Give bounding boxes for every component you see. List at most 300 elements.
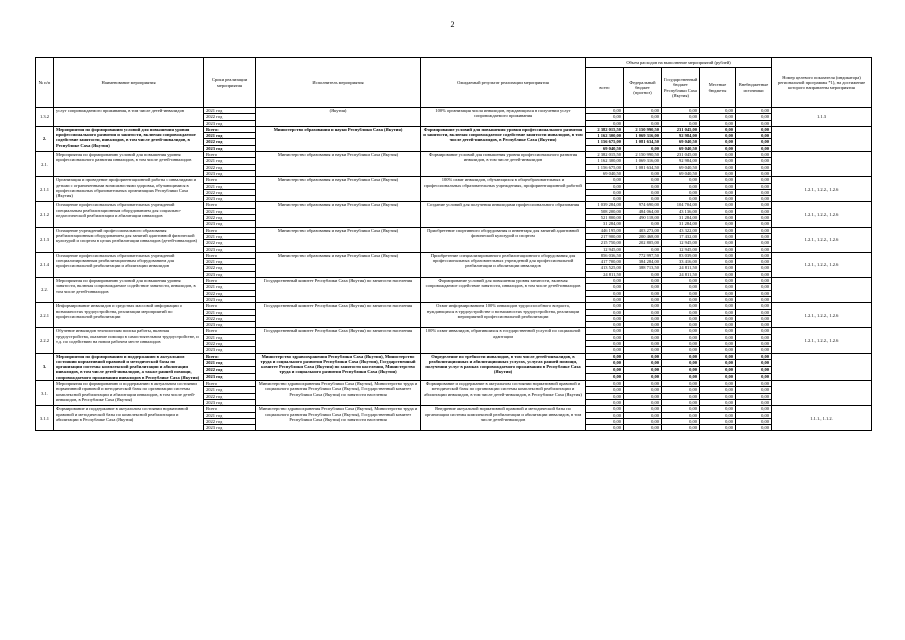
amount-cell: 24 811,50 <box>586 271 624 277</box>
amount-cell: 0,00 <box>624 425 662 431</box>
period-cell: 2023 год <box>204 120 256 126</box>
amount-cell: 0,00 <box>586 334 624 340</box>
amount-cell: 217 900,00 <box>586 233 624 239</box>
amount-cell: 31 284,00 <box>662 221 700 227</box>
amount-cell: 0,00 <box>624 399 662 405</box>
amount-cell: 12 945,00 <box>662 246 700 252</box>
amount-cell: 0,00 <box>662 393 700 399</box>
amount-cell: 0,00 <box>736 418 772 424</box>
result-cell: 100% охват инвалидов, обучающихся в общеобразовательных и профессиональных образовательных учреждениях, профориентационной работой <box>421 177 586 202</box>
amount-cell: 0,00 <box>624 353 662 360</box>
header-indicator: Номер целевого показателя (индикатора) региональной программы *1), на достижение которого направлены мероприятия <box>772 58 872 108</box>
amount-cell: 388 713,50 <box>624 265 662 271</box>
amount-cell: 0,00 <box>700 246 736 252</box>
amount-cell: 0,00 <box>736 425 772 431</box>
amount-cell: 1 162 300,00 <box>586 133 624 139</box>
amount-cell: 0,00 <box>624 145 662 151</box>
measure-name: Оснащение учреждений профессионального образования реабилитационным оборудованием для занятий адаптивной физической культурой и спортом в целях реабилитации инвалидов (детей-инвалидов) <box>54 227 204 252</box>
amount-cell: 0,00 <box>586 347 624 353</box>
page-number: 2 <box>450 20 455 29</box>
amount-cell: 0,00 <box>586 183 624 189</box>
amount-cell: 0,00 <box>624 221 662 227</box>
result-cell: Формирование и поддержание в актуальном состоянии нормативной правовой и методической базы по организации системы комплексной реабилитации и абилитации инвалидов, в том числе детей-инвалидов, в Республике Саха (Якутия) <box>421 381 586 406</box>
amount-cell: 490 118,00 <box>624 215 662 221</box>
amount-cell: 0,00 <box>736 208 772 214</box>
amount-cell: 69 040,50 <box>662 164 700 170</box>
amount-cell: 0,00 <box>662 303 700 309</box>
amount-cell: 0,00 <box>736 265 772 271</box>
indicator-cell: 1.2.1., 1.2.2., 1.2.6 <box>772 303 872 328</box>
amount-cell: 0,00 <box>662 425 700 431</box>
amount-cell: 92 984,00 <box>662 133 700 139</box>
period-cell: 2023 год <box>204 196 256 202</box>
period-cell: 2023 год <box>204 246 256 252</box>
amount-cell: 69 040,50 <box>586 170 624 176</box>
header-funding: Объем расходов на выполнение мероприятий (рублей) <box>586 58 772 68</box>
period-cell: 2021 год <box>204 183 256 189</box>
amount-cell: 0,00 <box>624 177 662 183</box>
amount-cell: 0,00 <box>624 170 662 176</box>
amount-cell: 0,00 <box>624 296 662 302</box>
result-cell: Охват информированием 100% инвалидов трудоспособного возраста, нуждающихся в трудоустройстве о возможностях трудоустройства, реализации мероприятий профессиональной реабилитации <box>421 303 586 328</box>
period-cell: 2022 год <box>204 189 256 195</box>
amount-cell: 0,00 <box>586 189 624 195</box>
period-cell: Всего <box>204 303 256 309</box>
amount-cell: 0,00 <box>736 347 772 353</box>
period-cell: 2023 год <box>204 399 256 405</box>
amount-cell: 0,00 <box>624 412 662 418</box>
amount-cell: 1 162 300,00 <box>586 158 624 164</box>
amount-cell: 1 081 634,50 <box>624 139 662 145</box>
period-cell: 2023 год <box>204 347 256 353</box>
amount-cell: 0,00 <box>736 133 772 139</box>
row-number: 2.2.2 <box>36 328 54 353</box>
amount-cell: 0,00 <box>586 399 624 405</box>
amount-cell: 0,00 <box>700 177 736 183</box>
amount-cell: 231 045,00 <box>662 126 700 132</box>
amount-cell: 0,00 <box>700 133 736 139</box>
amount-cell: 0,00 <box>700 328 736 334</box>
amount-cell: 0,00 <box>736 108 772 114</box>
amount-cell: 0,00 <box>700 164 736 170</box>
amount-cell: 0,00 <box>700 227 736 233</box>
amount-cell: 0,00 <box>736 381 772 387</box>
amount-cell: 0,00 <box>624 196 662 202</box>
executor-cell: Министерство образования и науки Республики Саха (Якутия) <box>256 252 421 277</box>
amount-cell: 0,00 <box>586 360 624 367</box>
amount-cell: 0,00 <box>662 183 700 189</box>
measure-name: Мероприятия по формированию условий для повышения уровня занятости, включая сопровождаемое содействие занятости, инвалидов, в том числе детей-инвалидов <box>54 278 204 303</box>
amount-cell: 0,00 <box>736 202 772 208</box>
measure-name: Мероприятия по формированию и поддержанию в актуальном состоянии нормативной правовой и методической базы по организации системы комплексной реабилитации и абилитации инвалидов, в том числе детей-инвалидов, в Республике Саха (Якутия) <box>54 381 204 406</box>
amount-cell: 0,00 <box>624 120 662 126</box>
period-cell: 2023 год <box>204 374 256 381</box>
period-cell: 2021 год <box>204 108 256 114</box>
amount-cell: 83 039,00 <box>662 252 700 258</box>
period-cell: 2022 год <box>204 340 256 346</box>
amount-cell: 17 432,00 <box>662 233 700 239</box>
executor-cell: Министерство образования и науки Республики Саха (Якутия) <box>256 227 421 252</box>
amount-cell: 0,00 <box>586 322 624 328</box>
amount-cell: 0,00 <box>700 152 736 158</box>
amount-cell: 0,00 <box>586 418 624 424</box>
amount-cell: 0,00 <box>624 340 662 346</box>
amount-cell: 24 811,50 <box>662 271 700 277</box>
result-cell: Приобретение специализированного реабилитационного оборудования для профессиональных образовательных учреждений для профессиональной реабилитации и абилитации инвалидов <box>421 252 586 277</box>
amount-cell: 0,00 <box>624 278 662 284</box>
amount-cell: 521 800,00 <box>586 215 624 221</box>
amount-cell: 0,00 <box>624 367 662 374</box>
amount-cell: 69 040,50 <box>662 145 700 151</box>
amount-cell: 0,00 <box>586 278 624 284</box>
period-cell: 2021 год <box>204 133 256 139</box>
period-cell: Всего <box>204 252 256 258</box>
amount-cell: 215 750,00 <box>586 240 624 246</box>
amount-cell: 1 039 284,00 <box>586 202 624 208</box>
amount-cell: 0,00 <box>662 196 700 202</box>
amount-cell: 24 811,50 <box>662 265 700 271</box>
amount-cell: 0,00 <box>624 387 662 393</box>
amount-cell: 1 069 316,00 <box>624 133 662 139</box>
amount-cell: 0,00 <box>700 340 736 346</box>
amount-cell: 0,00 <box>662 177 700 183</box>
amount-cell: 0,00 <box>736 393 772 399</box>
amount-cell: 0,00 <box>586 114 624 120</box>
amount-cell: 0,00 <box>624 406 662 412</box>
amount-cell: 0,00 <box>586 290 624 296</box>
amount-cell: 0,00 <box>700 315 736 321</box>
period-cell: 2023 год <box>204 170 256 176</box>
amount-cell: 0,00 <box>586 284 624 290</box>
amount-cell: 0,00 <box>662 309 700 315</box>
amount-cell: 0,00 <box>586 340 624 346</box>
result-cell: Создание условий для получения инвалидами профессионального образования <box>421 202 586 227</box>
amount-cell: 0,00 <box>700 374 736 381</box>
period-cell: 2022 год <box>204 418 256 424</box>
amount-cell: 0,00 <box>736 340 772 346</box>
amount-cell: 0,00 <box>700 215 736 221</box>
amount-cell: 0,00 <box>662 347 700 353</box>
amount-cell: 0,00 <box>736 290 772 296</box>
amount-cell: 446 195,00 <box>586 227 624 233</box>
amount-cell: 0,00 <box>736 322 772 328</box>
amount-cell: 0,00 <box>736 139 772 145</box>
measure-name: Мероприятия по формированию и поддержанию в актуальном состоянии нормативной правовой и методической базы по организации системы комплексной реабилитации и абилитации инвалидов, в том числе детей-инвалидов, а также ранней помощи, сопровождаемого проживания инвалидов в Республике Саха (Якутия) <box>54 353 204 380</box>
period-cell: 2022 год <box>204 215 256 221</box>
period-cell: 2023 год <box>204 425 256 431</box>
period-cell: 2023 год <box>204 221 256 227</box>
amount-cell: 0,00 <box>736 114 772 120</box>
indicator-cell: 1.1.1., 1.1.2. <box>772 406 872 431</box>
amount-cell: 0,00 <box>700 412 736 418</box>
amount-cell: 0,00 <box>700 290 736 296</box>
header-period: Сроки реализации мероприятия <box>204 58 256 108</box>
amount-cell: 0,00 <box>736 240 772 246</box>
amount-cell: 0,00 <box>700 139 736 145</box>
amount-cell: 0,00 <box>586 374 624 381</box>
amount-cell: 0,00 <box>736 387 772 393</box>
amount-cell: 0,00 <box>700 208 736 214</box>
amount-cell: 69 040,50 <box>662 170 700 176</box>
amount-cell: 0,00 <box>736 246 772 252</box>
amount-cell: 0,00 <box>736 164 772 170</box>
amount-cell: 0,00 <box>624 290 662 296</box>
amount-cell: 0,00 <box>624 284 662 290</box>
amount-cell: 31 284,00 <box>662 215 700 221</box>
row-number: 2.2. <box>36 278 54 303</box>
amount-cell: 104 704,00 <box>662 202 700 208</box>
amount-cell: 0,00 <box>662 290 700 296</box>
row-number: 2.1.2 <box>36 202 54 227</box>
result-cell: Формирование условий для повышения уровня занятости, включая сопровождаемое содействие занятости, инвалидов, в том числе детей-инвалидов <box>421 278 586 303</box>
amount-cell: 0,00 <box>700 108 736 114</box>
amount-cell: 0,00 <box>624 246 662 252</box>
row-number: 2.1.4 <box>36 252 54 277</box>
executor-cell: Министерство образования и науки Республики Саха (Якутия) <box>256 152 421 177</box>
amount-cell: 0,00 <box>624 322 662 328</box>
amount-cell: 0,00 <box>700 158 736 164</box>
result-cell: Формирование условий для повышения уровня профессионального развития инвалидов, в том числе детей-инвалидов <box>421 152 586 177</box>
amount-cell: 0,00 <box>586 406 624 412</box>
amount-cell: 0,00 <box>736 406 772 412</box>
period-cell: Всего <box>204 177 256 183</box>
amount-cell: 417 700,00 <box>586 259 624 265</box>
period-cell: Всего: <box>204 353 256 360</box>
amount-cell: 1 156 675,00 <box>586 164 624 170</box>
header-total: всего <box>586 68 624 108</box>
amount-cell: 0,00 <box>662 328 700 334</box>
amount-cell: 0,00 <box>662 360 700 367</box>
amount-cell: 0,00 <box>624 418 662 424</box>
amount-cell: 0,00 <box>700 278 736 284</box>
amount-cell: 856 036,50 <box>586 252 624 258</box>
indicator-cell: 1.2.1., 1.2.2., 1.2.6 <box>772 328 872 353</box>
amount-cell: 0,00 <box>662 296 700 302</box>
amount-cell: 0,00 <box>662 367 700 374</box>
amount-cell: 0,00 <box>736 367 772 374</box>
executor-cell: Государственный комитет Республики Саха (Якутия) по занятости населения <box>256 328 421 353</box>
amount-cell: 0,00 <box>700 145 736 151</box>
executor-cell: Государственный комитет Республики Саха (Якутия) по занятости населения <box>256 278 421 303</box>
period-cell: 2021 год <box>204 284 256 290</box>
amount-cell: 12 945,00 <box>586 246 624 252</box>
measure-name: Информирование инвалидов и средствах массовой информации о возможностях трудоустройства, реализации мероприятий по профессиональной реабилитации <box>54 303 204 328</box>
result-cell: Формирование условий для повышения уровня профессионального развития и занятости, включая сопровождаемое содействие занятости инвалидов, в том числе детей-инвалидов, в Республике Саха (Якутия) <box>421 126 586 151</box>
amount-cell: 0,00 <box>624 374 662 381</box>
amount-cell: 0,00 <box>624 328 662 334</box>
executor-cell: (Якутия) <box>256 108 421 127</box>
measure-name: Оснащение профессиональных образовательных учреждений специализированным реабилитационным оборудованием для профессиональной реабилитации и абилитации инвалидов <box>54 252 204 277</box>
amount-cell: 0,00 <box>736 120 772 126</box>
period-cell: 2022 год <box>204 290 256 296</box>
amount-cell: 0,00 <box>736 152 772 158</box>
executor-cell: Государственный комитет Республики Саха (Якутия) по занятости населения <box>256 303 421 328</box>
amount-cell: 0,00 <box>736 126 772 132</box>
amount-cell: 0,00 <box>586 315 624 321</box>
amount-cell: 0,00 <box>624 108 662 114</box>
amount-cell: 0,00 <box>700 360 736 367</box>
amount-cell: 0,00 <box>736 278 772 284</box>
executor-cell: Министерство образования и науки Республики Саха (Якутия) <box>256 177 421 202</box>
amount-cell: 0,00 <box>736 233 772 239</box>
amount-cell: 0,00 <box>700 271 736 277</box>
executor-cell: Министерство здравоохранения Республики Саха (Якутия), Министерство труда и социального развития Республики Саха (Якутия), Государственный комитет Республики Саха (Якутия) по занятости населения, Министерство труда и социального развития Республики Саха (Якутия) <box>256 353 421 380</box>
period-cell: 2022 год <box>204 114 256 120</box>
amount-cell: 0,00 <box>586 381 624 387</box>
indicator-cell <box>772 152 872 177</box>
executor-cell: Министерство здравоохранения Республики Саха (Якутия), Министерство труда и социального развития Республики Саха (Якутия), Государственный комитет Республики Саха (Якутия) по занятости населения <box>256 381 421 406</box>
amount-cell: 0,00 <box>736 221 772 227</box>
amount-cell: 0,00 <box>700 233 736 239</box>
amount-cell: 0,00 <box>662 399 700 405</box>
amount-cell: 0,00 <box>700 387 736 393</box>
amount-cell: 0,00 <box>586 387 624 393</box>
amount-cell: 0,00 <box>700 114 736 120</box>
amount-cell: 0,00 <box>700 183 736 189</box>
row-number: 1.3.2 <box>36 108 54 127</box>
amount-cell: 0,00 <box>736 158 772 164</box>
row-number: 3. <box>36 353 54 380</box>
amount-cell: 0,00 <box>662 114 700 120</box>
amount-cell: 202 805,00 <box>624 240 662 246</box>
amount-cell: 403 273,00 <box>624 227 662 233</box>
amount-cell: 0,00 <box>700 284 736 290</box>
amount-cell: 0,00 <box>736 252 772 258</box>
amount-cell: 0,00 <box>624 309 662 315</box>
header-result: Ожидаемый результат реализации мероприятия <box>421 58 586 108</box>
amount-cell: 0,00 <box>586 367 624 374</box>
amount-cell: 0,00 <box>736 296 772 302</box>
amount-cell: 0,00 <box>624 114 662 120</box>
period-cell: Всего <box>204 381 256 387</box>
amount-cell: 0,00 <box>736 328 772 334</box>
amount-cell: 0,00 <box>700 381 736 387</box>
amount-cell: 384 284,00 <box>624 259 662 265</box>
period-cell: 2022 год <box>204 139 256 145</box>
period-cell: 2021 год <box>204 233 256 239</box>
amount-cell: 0,00 <box>700 202 736 208</box>
period-cell: 2022 год <box>204 315 256 321</box>
amount-cell: 12 945,00 <box>662 240 700 246</box>
row-number: 2.1.1 <box>36 177 54 202</box>
amount-cell: 0,00 <box>662 406 700 412</box>
result-cell: Приобретение спортивного оборудования и инвентаря для занятий адаптивной физической культурой и спортом <box>421 227 586 252</box>
amount-cell: 0,00 <box>700 347 736 353</box>
amount-cell: 0,00 <box>736 177 772 183</box>
amount-cell: 0,00 <box>586 303 624 309</box>
amount-cell: 0,00 <box>700 252 736 258</box>
row-number: 3.1.1 <box>36 406 54 431</box>
amount-cell: 0,00 <box>586 328 624 334</box>
amount-cell: 0,00 <box>662 120 700 126</box>
measure-name: услуг сопровождаемого проживания, в том числе детей-инвалидов <box>54 108 204 127</box>
amount-cell: 0,00 <box>662 315 700 321</box>
amount-cell: 0,00 <box>586 309 624 315</box>
row-number: 2.1. <box>36 152 54 177</box>
measure-name: Мероприятия по формированию условий для повышения уровня профессионального развития инвалидов, в том числе детей-инвалидов <box>54 152 204 177</box>
amount-cell: 0,00 <box>624 347 662 353</box>
program-table <box>35 57 872 431</box>
period-cell: 2021 год <box>204 387 256 393</box>
amount-cell: 33 416,00 <box>662 259 700 265</box>
amount-cell: 484 064,00 <box>624 208 662 214</box>
amount-cell: 0,00 <box>662 387 700 393</box>
period-cell: Всего <box>204 278 256 284</box>
amount-cell: 0,00 <box>736 215 772 221</box>
amount-cell: 0,00 <box>736 170 772 176</box>
amount-cell: 0,00 <box>586 120 624 126</box>
measure-name: Организация и проведение профориентационной работы с инвалидами и детьми с ограниченными возможностями здоровья, обучающимися в профессиональных образовательных организациях Республики Саха (Якутия) <box>54 177 204 202</box>
amount-cell: 0,00 <box>700 334 736 340</box>
period-cell: 2022 год <box>204 240 256 246</box>
amount-cell: 0,00 <box>736 259 772 265</box>
amount-cell: 0,00 <box>700 196 736 202</box>
amount-cell: 0,00 <box>700 418 736 424</box>
amount-cell: 0,00 <box>662 322 700 328</box>
amount-cell: 413 525,00 <box>586 265 624 271</box>
amount-cell: 0,00 <box>700 309 736 315</box>
amount-cell: 0,00 <box>700 240 736 246</box>
row-number: 2.1.3 <box>36 227 54 252</box>
amount-cell: 0,00 <box>586 425 624 431</box>
amount-cell: 974 690,00 <box>624 202 662 208</box>
period-cell: 2022 год <box>204 367 256 374</box>
amount-cell: 0,00 <box>624 183 662 189</box>
amount-cell: 69 040,50 <box>662 139 700 145</box>
header-no: № п/п <box>36 58 54 108</box>
measure-name: Формирование и поддержание в актуальном состоянии нормативной правовой и методической базы по комплексной реабилитации и абилитации в Республике Саха (Якутия) <box>54 406 204 431</box>
amount-cell: 0,00 <box>700 296 736 302</box>
measure-name: Оснащение профессиональных образовательных учреждений специальным реабилитационным оборудованием для социально-педагогической реабилитации и абилитации инвалидов <box>54 202 204 227</box>
amount-cell: 0,00 <box>736 334 772 340</box>
amount-cell: 0,00 <box>624 334 662 340</box>
amount-cell: 0,00 <box>586 393 624 399</box>
period-cell: 2023 год <box>204 271 256 277</box>
amount-cell: 2 150 990,50 <box>624 152 662 158</box>
period-cell: 2021 год <box>204 259 256 265</box>
period-cell: 2021 год <box>204 360 256 367</box>
amount-cell: 92 984,00 <box>662 158 700 164</box>
amount-cell: 0,00 <box>736 227 772 233</box>
amount-cell: 0,00 <box>624 271 662 277</box>
amount-cell: 0,00 <box>662 334 700 340</box>
amount-cell: 0,00 <box>662 278 700 284</box>
indicator-cell: 1.1.3 <box>772 108 872 127</box>
row-number: 3.1. <box>36 381 54 406</box>
amount-cell: 0,00 <box>662 353 700 360</box>
period-cell: 2022 год <box>204 265 256 271</box>
amount-cell: 0,00 <box>624 393 662 399</box>
amount-cell: 43 322,00 <box>662 227 700 233</box>
amount-cell: 0,00 <box>586 412 624 418</box>
amount-cell: 0,00 <box>624 189 662 195</box>
row-number: 2. <box>36 126 54 151</box>
period-cell: 2021 год <box>204 309 256 315</box>
amount-cell: 0,00 <box>736 303 772 309</box>
amount-cell: 0,00 <box>736 271 772 277</box>
header-extra: Внебюджетные источники <box>736 68 772 108</box>
period-cell: Всего <box>204 406 256 412</box>
indicator-cell: 1.2.1., 1.2.2., 1.2.6 <box>772 227 872 252</box>
indicator-cell <box>772 278 872 303</box>
amount-cell: 0,00 <box>736 353 772 360</box>
amount-cell: 69 040,50 <box>586 145 624 151</box>
amount-cell: 0,00 <box>736 309 772 315</box>
amount-cell: 0,00 <box>700 120 736 126</box>
indicator-cell: 1.2.1., 1.2.2., 1.2.6 <box>772 252 872 277</box>
amount-cell: 43 136,00 <box>662 208 700 214</box>
amount-cell: 0,00 <box>662 108 700 114</box>
